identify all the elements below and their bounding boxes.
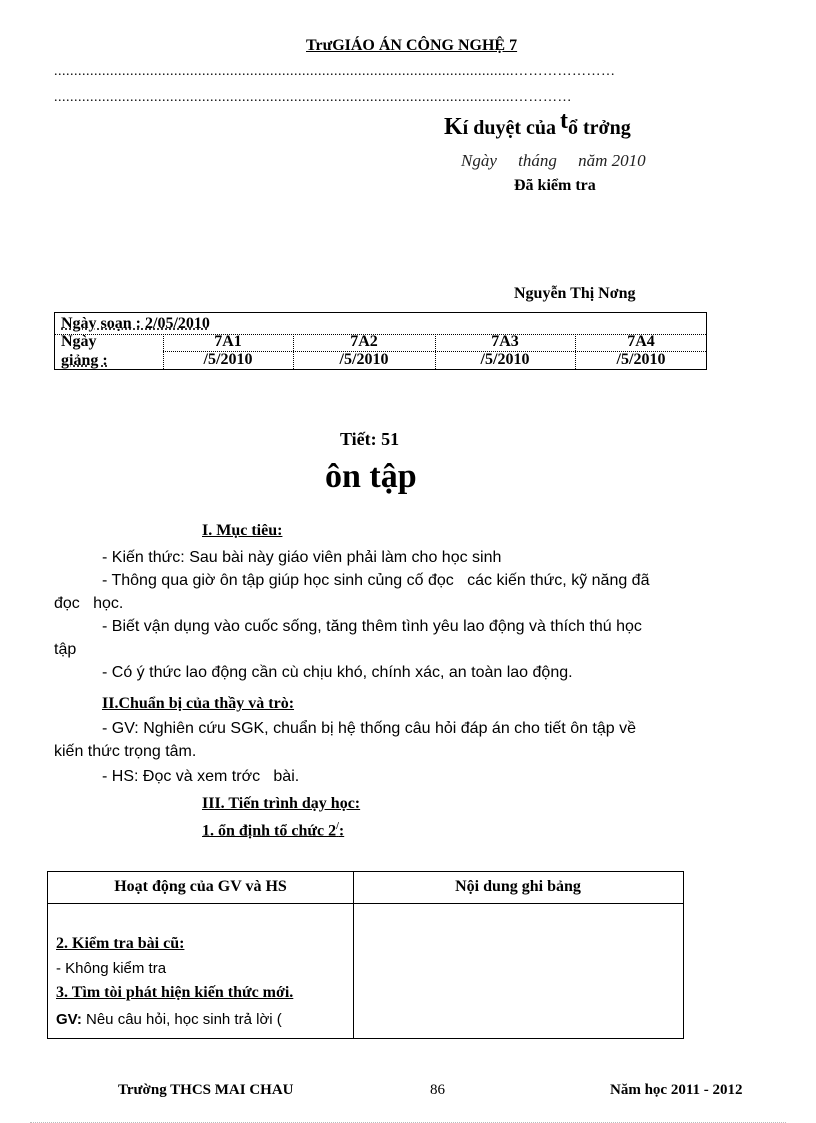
table-text (56, 1011, 282, 1028)
schedule-table (54, 312, 707, 370)
approval-title (444, 108, 631, 141)
dotted-line: ...................................................................................................................………… (54, 90, 572, 105)
table-subheading: 2. Kiểm tra bài cũ: (56, 935, 185, 952)
class-date: /5/2010 (480, 351, 530, 368)
class-name: 7A4 (627, 333, 655, 350)
class-name: 7A1 (214, 333, 242, 350)
paragraph-line: - Biết vận dụng vào cuốc sống, tăng thêm tình yêu lao động và thích thú học (102, 618, 642, 635)
section-heading: II.Chuẩn bị của thầy và trò: (102, 695, 295, 712)
subsection-sup: / (336, 821, 339, 832)
class-name: 7A2 (350, 333, 378, 350)
paragraph-line: đọc học. (54, 595, 124, 612)
schedule-row (55, 313, 706, 335)
paragraph-line: - HS: Đọc và xem trớc bài. (102, 768, 300, 785)
table-text: - Không kiểm tra (56, 960, 167, 977)
lesson-title: ôn tập (325, 458, 417, 495)
dotted-line: ...................................................................................................................………………… (54, 64, 616, 79)
class-name: 7A3 (491, 333, 519, 350)
column-header: Hoạt động của GV và HS (114, 878, 287, 895)
paragraph-line: - Kiến thức: Sau bài này giáo viên phải làm cho học sinh (102, 549, 502, 566)
approval-date: Ngày tháng năm 2010 (461, 151, 646, 170)
section-heading: I. Mục tiêu: (202, 522, 283, 539)
document-title: TrưGIÁO ÁN CÔNG NGHỆ 7 (306, 37, 518, 54)
class-date: /5/2010 (616, 351, 666, 368)
section-body (54, 717, 694, 788)
paragraph-line: kiến thức trọng tâm. (54, 743, 197, 760)
table-subheading: 3. Tìm tòi phát hiện kiến thức mới. (56, 984, 294, 1001)
footer-school: Trường THCS MAI CHAU (118, 1082, 294, 1098)
approval-signer: Nguyễn Thị Nơng (514, 285, 636, 302)
prepared-date: Ngày soạn : 2/05/2010 (61, 315, 210, 332)
approval-title-part: t (560, 108, 569, 134)
lesson-table (47, 871, 684, 1039)
approval-title-part: í duyệt của (462, 117, 557, 139)
teach-label: giảng : (61, 352, 108, 369)
footer-page-number: 86 (430, 1082, 445, 1098)
approval-checked: Đã kiểm tra (514, 177, 596, 194)
paragraph-line: - Có ý thức lao động cần cù chịu khó, chính xác, an toàn lao động. (102, 664, 573, 681)
paragraph-line: - GV: Nghiên cứu SGK, chuẩn bị hệ thống câu hỏi đáp án cho tiết ôn tập về (102, 720, 637, 737)
footer-year: Năm học 2011 - 2012 (610, 1082, 743, 1098)
paragraph-line: tập (54, 641, 77, 658)
gv-label: GV: (56, 1011, 82, 1028)
section-heading: III. Tiến trình dạy học: (202, 795, 361, 812)
paragraph-line: - Thông qua giờ ôn tập giúp học sinh củng cố đọc các kiến thức, kỹ năng đã (102, 572, 650, 589)
subsection-text: 1. ổn định tổ chức 2 (202, 822, 337, 840)
class-date: /5/2010 (203, 351, 253, 368)
subsection-heading (202, 821, 344, 840)
column-header: Nội dung ghi bảng (455, 878, 581, 895)
approval-title-part: K (444, 114, 463, 140)
lesson-period: Tiết: 51 (340, 429, 400, 449)
approval-title-part: ổ trởng (568, 117, 631, 139)
class-date: /5/2010 (339, 351, 389, 368)
gv-text: Nêu câu hỏi, học sinh trả lời ( (81, 1011, 282, 1028)
section-body (54, 546, 694, 684)
subsection-end: : (338, 822, 345, 840)
teach-label: Ngày (61, 333, 97, 350)
